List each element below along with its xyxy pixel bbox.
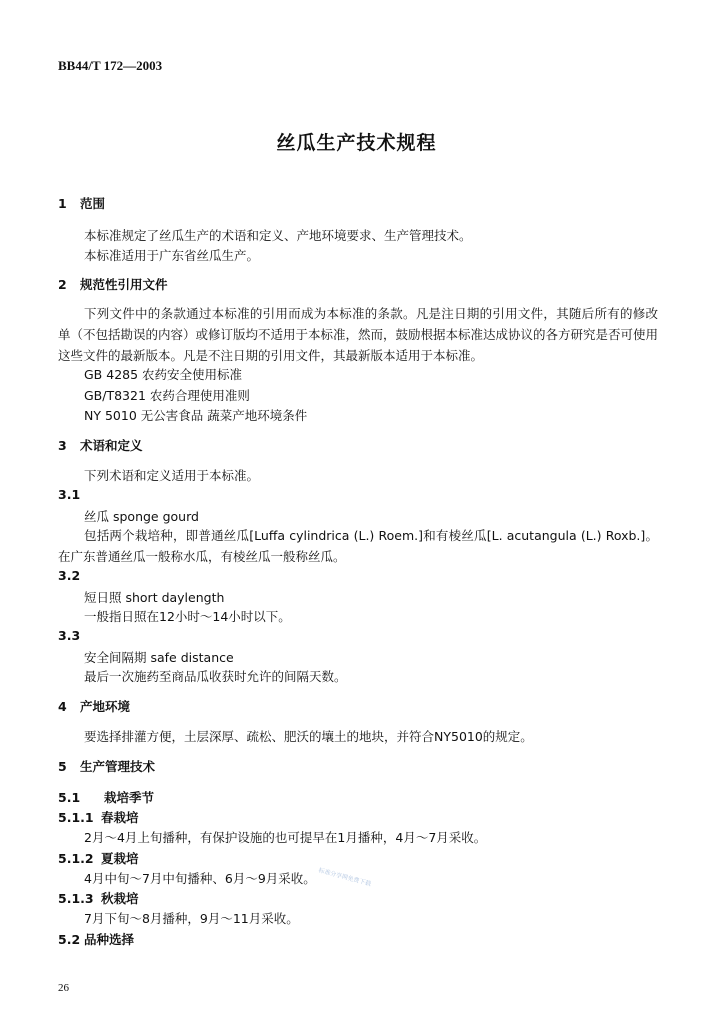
section-3-heading <box>58 436 143 454</box>
subsection-text: 7月下旬～8月播种，9月～11月采收。 <box>84 911 299 926</box>
section-number: 1 <box>58 196 67 211</box>
section-5-heading <box>58 757 155 775</box>
subsection-title: 春栽培 <box>101 810 139 825</box>
standard-number: BB44/T 172—2003 <box>58 58 163 73</box>
section-number: 2 <box>58 277 67 292</box>
subsection-number: 5.1.1 <box>58 810 94 825</box>
page-number: 26 <box>58 982 69 994</box>
section-title: 规范性引用文件 <box>80 277 168 292</box>
section-4-heading <box>58 697 130 715</box>
reference-item: NY 5010 无公害食品 蔬菜产地环境条件 <box>84 408 308 423</box>
section-2-paragraph: 下列文件中的条款通过本标准的引用而成为本标准的条款。凡是注日期的引用文件，其随后所有的修改单（不包括勘误的内容）或修订版均不适用于本标准，然而，鼓励根据本标准达成协议的各方研究是否可使用这些文件的最新版本。凡是不注日期的引用文件，其最新版本适用于本标准。 <box>58 306 659 363</box>
section-title: 生产管理技术 <box>80 759 156 774</box>
term-definition: 包括两个栽培种，即普通丝瓜[Luffa cylindrica (L.) Roem.]和有棱丝瓜[L. acutangula (L.) Roxb.]。在广东普通丝瓜一般称水瓜，有棱丝瓜一般称丝瓜。 <box>58 528 658 564</box>
subsection-title: 秋栽培 <box>101 891 139 906</box>
term-name: 短日照 short daylength <box>84 590 225 605</box>
section-title: 范围 <box>80 196 106 211</box>
term-number: 3.2 <box>58 568 81 583</box>
reference-item: GB/T8321 农药合理使用准则 <box>84 388 250 403</box>
section-title: 术语和定义 <box>80 438 143 453</box>
subsection-heading <box>58 930 134 948</box>
term-number: 3.1 <box>58 487 81 502</box>
section-1-heading <box>58 194 105 212</box>
section-3-intro: 下列术语和定义适用于本标准。 <box>84 468 260 483</box>
section-number: 4 <box>58 699 67 714</box>
term-name: 丝瓜 sponge gourd <box>84 509 199 524</box>
subsection-number: 5.1 <box>58 790 81 805</box>
subsection-title: 栽培季节 <box>104 790 155 805</box>
term-definition: 最后一次施药至商品瓜收获时允许的间隔天数。 <box>84 669 347 684</box>
section-4-paragraph: 要选择排灌方便，土层深厚、疏松、肥沃的壤土的地块，并符合NY5010的规定。 <box>84 729 533 744</box>
section-2-heading <box>58 275 168 293</box>
watermark-text: 标准分享网免费下载 <box>317 867 372 888</box>
subsection-number: 5.2 <box>58 932 81 947</box>
section-number: 5 <box>58 759 67 774</box>
subsection-text: 2月～4月上旬播种，有保护设施的也可提早在1月播种，4月～7月采收。 <box>84 830 487 845</box>
subsection-heading <box>58 849 139 867</box>
subsection-title: 品种选择 <box>84 932 135 947</box>
subsection-number: 5.1.2 <box>58 851 94 866</box>
term-definition: 一般指日照在12小时～14小时以下。 <box>84 609 291 624</box>
section-number: 3 <box>58 438 67 453</box>
term-number: 3.3 <box>58 628 81 643</box>
term-name: 安全间隔期 safe distance <box>84 650 234 665</box>
subsection-heading <box>58 788 154 806</box>
subsection-title: 夏栽培 <box>101 851 139 866</box>
subsection-number: 5.1.3 <box>58 891 94 906</box>
subsection-heading <box>58 889 139 907</box>
section-1-para-1: 本标准规定了丝瓜生产的术语和定义、产地环境要求、生产管理技术。 <box>84 228 472 243</box>
section-1-para-2: 本标准适用于广东省丝瓜生产。 <box>84 248 260 263</box>
reference-item: GB 4285 农药安全使用标准 <box>84 367 243 382</box>
subsection-text: 4月中旬～7月中旬播种、6月～9月采收。 <box>84 871 316 886</box>
subsection-heading <box>58 808 139 826</box>
section-title: 产地环境 <box>80 699 131 714</box>
document-title: 丝瓜生产技术规程 <box>276 132 437 154</box>
